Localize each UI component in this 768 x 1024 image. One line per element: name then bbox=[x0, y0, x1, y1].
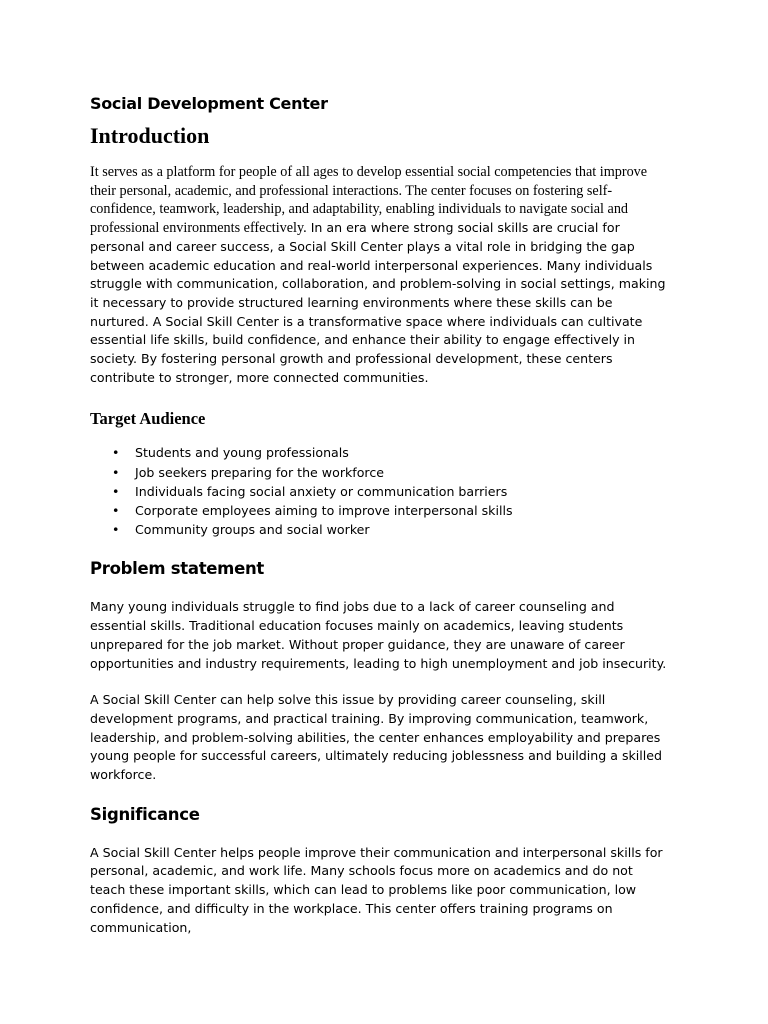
significance-heading: Significance bbox=[90, 804, 200, 824]
problem-statement-heading: Problem statement bbox=[90, 559, 264, 579]
bullet-icon: • bbox=[112, 445, 120, 461]
introduction-sans-text: In an era where strong social skills are crucial for personal and career success, a Social Skill Center plays a vital role in bridging the gap between academic education and real-world interpersonal experiences. Many individuals struggle with communication, collaboration, and problem-solving in social settings, making it necessary to provide structured learning environments where these skills can be nurtured. A Social Skill Center is a transformative space where individuals can cultivate essential life skills, build confidence, and enhance their ability to engage effectively in society. By fostering personal growth and professional development, these centers contribute to stronger, more connected communities. bbox=[90, 220, 666, 385]
problem-statement-paragraph-1: Many young individuals struggle to find jobs due to a lack of career counseling and essential skills. Traditional education focuses mainly on academics, leaving students unprepared for the job market. Without proper guidance, they are unaware of career opportunities and industry requirements, leading to high unemployment and job insecurity. bbox=[90, 599, 667, 671]
document-title: Social Development Center bbox=[90, 94, 328, 113]
list-item bbox=[90, 501, 672, 520]
list-item-text: Community groups and social worker bbox=[135, 522, 370, 538]
list-item bbox=[90, 463, 672, 482]
introduction-paragraph bbox=[90, 163, 672, 387]
introduction-serif-text: It serves as a platform for people of all ages to develop essential social competencies that improve their personal, academic, and professional interactions. The center focuses on fostering self-confidence, teamwork, leadership, and adaptability, enabling individuals to navigate social and professional environments effectively. bbox=[90, 164, 648, 237]
list-item-text: Individuals facing social anxiety or communication barriers bbox=[135, 483, 508, 499]
list-item-text: Job seekers preparing for the workforce bbox=[135, 464, 384, 480]
list-item bbox=[90, 443, 672, 462]
target-audience-list bbox=[90, 443, 672, 539]
list-item-text: Students and young professionals bbox=[135, 445, 349, 461]
bullet-icon: • bbox=[112, 503, 120, 519]
paragraph-spacer bbox=[90, 673, 672, 691]
list-item bbox=[90, 520, 672, 539]
introduction-heading: Introduction bbox=[90, 123, 210, 148]
target-audience-heading: Target Audience bbox=[90, 409, 206, 429]
problem-statement-paragraph-2: A Social Skill Center can help solve this issue by providing career counseling, skill development programs, and practical training. By improving communication, teamwork, leadership, and problem-solving abilities, the center enhances employability and prepares young people for successful careers, ultimately reducing joblessness and building a skilled workforce. bbox=[90, 692, 663, 783]
bullet-icon: • bbox=[112, 483, 120, 499]
document-page bbox=[90, 94, 672, 937]
bullet-icon: • bbox=[112, 464, 120, 480]
bullet-icon: • bbox=[112, 522, 120, 538]
list-item-text: Corporate employees aiming to improve interpersonal skills bbox=[135, 503, 513, 519]
list-item bbox=[90, 482, 672, 501]
significance-paragraph: A Social Skill Center helps people improve their communication and interpersonal skills for personal, academic, and work life. Many schools focus more on academics and do not teach these important skills, which can lead to problems like poor communication, low confidence, and difficulty in the workplace. This center offers training programs on communication, bbox=[90, 844, 663, 935]
